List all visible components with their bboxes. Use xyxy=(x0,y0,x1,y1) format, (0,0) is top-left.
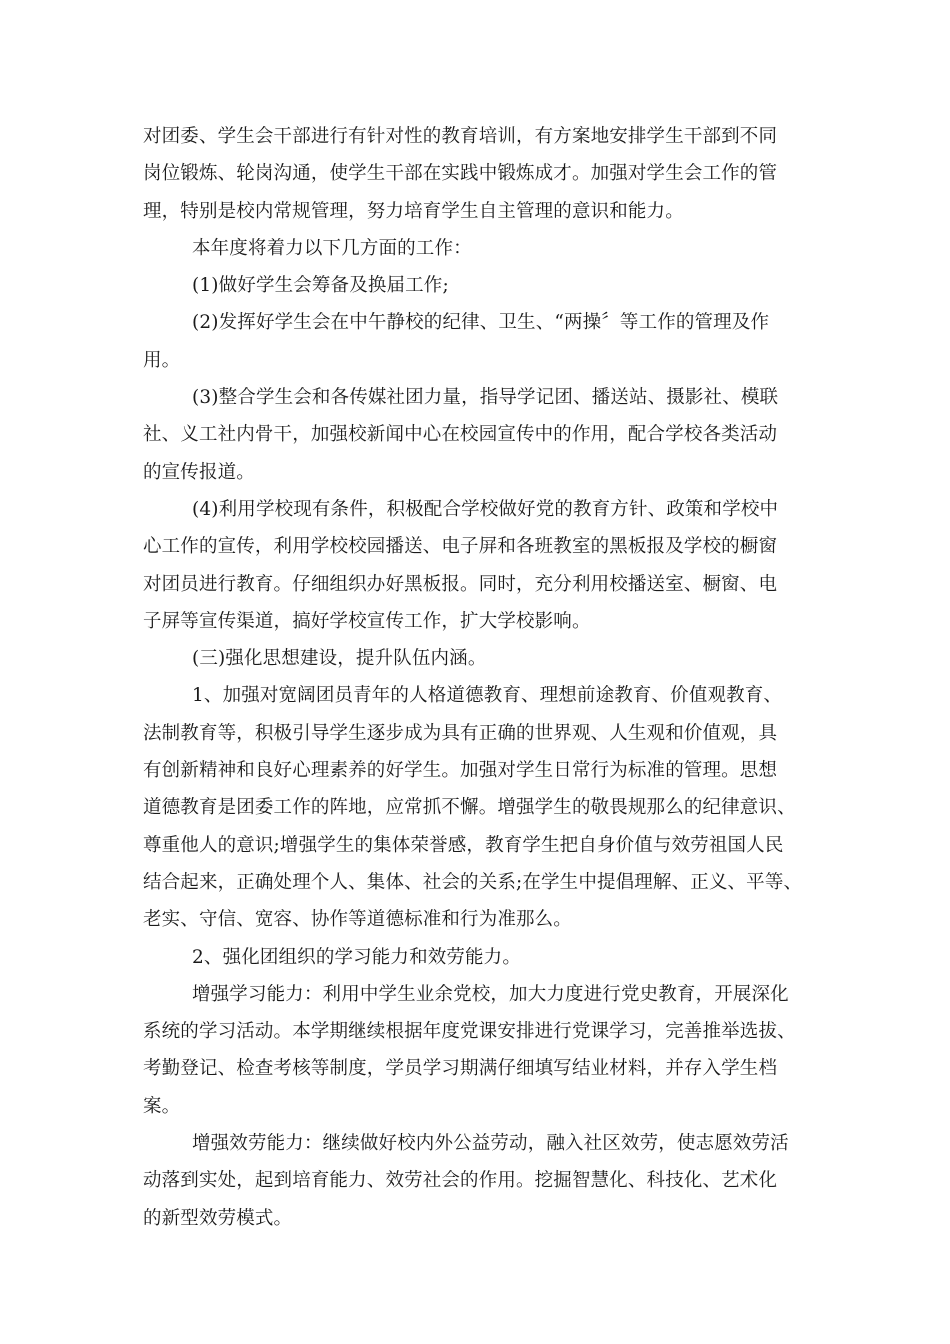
text-line: 的宣传报道。 xyxy=(143,461,255,483)
text-line: 2、强化团组织的学习能力和效劳能力。 xyxy=(192,946,521,968)
text-line: 老实、守信、宽容、协作等道德标准和行为准那么。 xyxy=(143,909,572,931)
text-line: 尊重他人的意识;增强学生的集体荣誉感，教育学生把自身价值与效劳祖国人民 xyxy=(143,834,784,856)
text-line: 结合起来，正确处理个人、集体、社会的关系;在学生中提倡理解、正义、平等、 xyxy=(143,871,803,893)
text-line: 子屏等宣传渠道，搞好学校宣传工作，扩大学校影响。 xyxy=(143,610,591,632)
text-line: 用。 xyxy=(143,349,181,371)
text-line: 社、义工社内骨干，加强校新闻中心在校园宣传中的作用，配合学校各类活动 xyxy=(143,424,778,446)
text-line: (2)发挥好学生会在中午静校的纪律、卫生、“两操〞等工作的管理及作 xyxy=(192,312,770,334)
text-line: 考勤登记、检查考核等制度，学员学习期满仔细填写结业材料，并存入学生档 xyxy=(143,1058,778,1080)
text-line: 道德教育是团委工作的阵地，应常抓不懈。增强学生的敬畏规那么的纪律意识、 xyxy=(143,797,796,819)
text-line: 1、加强对宽阔团员青年的人格道德教育、理想前途教育、价值观教育、 xyxy=(192,685,783,707)
text-line: 法制教育等，积极引导学生逐步成为具有正确的世界观、人生观和价值观，具 xyxy=(143,722,778,744)
text-line: (1)做好学生会筹备及换届工作; xyxy=(192,275,449,297)
text-line: 对团委、学生会干部进行有针对性的教育培训，有方案地安排学生干部到不同 xyxy=(143,126,778,147)
text-line: 岗位锻炼、轮岗沟通，使学生干部在实践中锻炼成才。加强对学生会工作的管 xyxy=(143,163,778,185)
text-line: 本年度将着力以下几方面的工作： xyxy=(192,237,472,259)
text-line: 增强学习能力：利用中学生业余党校，加大力度进行党史教育，开展深化 xyxy=(192,983,789,1005)
text-line: (3)整合学生会和各传媒社团力量，指导学记团、播送站、摄影社、模联 xyxy=(192,387,779,409)
text-line: 系统的学习活动。本学期继续根据年度党课安排进行党课学习，完善推举选拔、 xyxy=(143,1021,796,1043)
text-line: 案。 xyxy=(143,1095,181,1117)
text-line: 理，特别是校内常规管理，努力培育学生自主管理的意识和能力。 xyxy=(143,200,684,222)
text-line: 增强效劳能力：继续做好校内外公益劳动，融入社区效劳，使志愿效劳活 xyxy=(192,1133,789,1155)
document-body xyxy=(143,118,823,1237)
text-line: 动落到实处，起到培育能力、效劳社会的作用。挖掘智慧化、科技化、艺术化 xyxy=(143,1170,778,1192)
text-line: 对团员进行教育。仔细组织办好黑板报。同时，充分利用校播送室、橱窗、电 xyxy=(143,573,778,595)
text-line: 的新型效劳模式。 xyxy=(143,1207,293,1229)
text-line: (4)利用学校现有条件，积极配合学校做好党的教育方针、政策和学校中 xyxy=(192,498,779,520)
text-line: 有创新精神和良好心理素养的好学生。加强对学生日常行为标准的管理。思想 xyxy=(143,760,778,782)
text-line: 心工作的宣传，利用学校校园播送、电子屏和各班教室的黑板报及学校的橱窗 xyxy=(143,536,778,558)
text-line: (三)强化思想建设，提升队伍内涵。 xyxy=(192,648,487,670)
